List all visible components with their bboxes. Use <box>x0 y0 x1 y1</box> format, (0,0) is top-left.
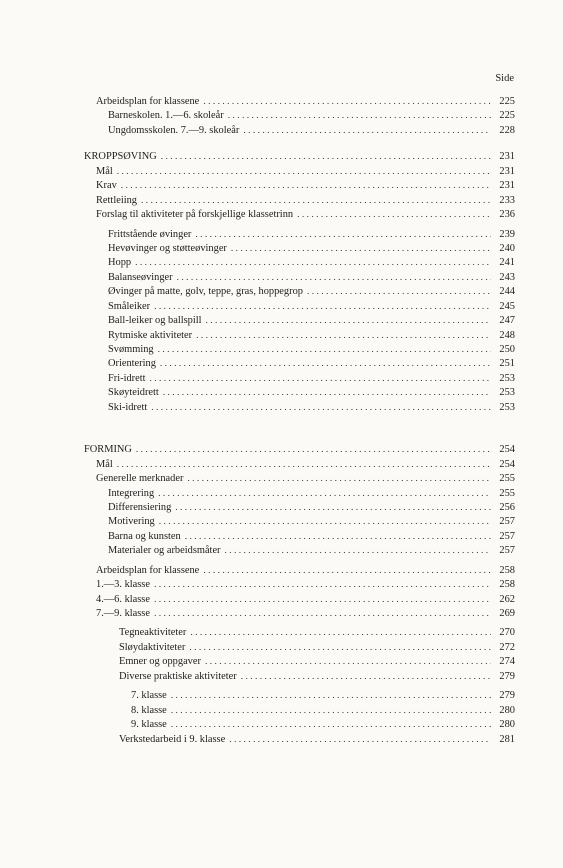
toc-entry-title: Ski-idrett <box>108 401 148 413</box>
toc-entry[interactable] <box>0 593 563 607</box>
dot-leader <box>136 443 491 457</box>
toc-entry-title: 9. klasse <box>131 719 167 731</box>
dot-leader <box>121 179 491 193</box>
dot-leader <box>225 544 491 558</box>
toc-page-number: 236 <box>499 209 515 221</box>
dot-leader <box>160 357 491 371</box>
toc-entry-title: Arbeidsplan for klassene <box>96 96 200 107</box>
toc-entry[interactable] <box>0 179 563 193</box>
toc-page-number: 247 <box>499 315 515 327</box>
toc-entry-title: 7. klasse <box>131 690 167 702</box>
dot-leader <box>206 314 492 328</box>
toc-entry-title: 4.—6. klasse <box>96 593 150 605</box>
toc-spacer <box>0 138 563 150</box>
toc-entry-title: Hevøvinger og støtteøvinger <box>108 242 227 254</box>
toc-entry-title: Mål <box>96 165 113 177</box>
toc-page-number: 250 <box>499 344 515 355</box>
toc-page-number: 231 <box>499 151 515 163</box>
toc-entry-title: Tegneaktiviteter <box>119 627 187 639</box>
toc-page-number: 253 <box>499 387 515 399</box>
dot-leader <box>158 343 491 357</box>
dot-leader <box>117 165 491 179</box>
toc-entry[interactable] <box>0 271 563 285</box>
dot-leader <box>177 271 491 285</box>
toc-page-number: 231 <box>499 180 515 192</box>
toc-entry-title: Skøyteidrett <box>108 387 159 399</box>
toc-entry-title: Frittstående øvinger <box>108 228 192 240</box>
toc-entry-title: Sløydaktiviteter <box>119 641 186 653</box>
dot-leader <box>154 300 491 314</box>
toc-entry[interactable] <box>0 165 563 179</box>
toc-entry-title: Rettleiing <box>96 194 137 206</box>
toc-entry[interactable] <box>0 704 563 718</box>
page-column-header: Side <box>495 73 514 84</box>
dot-leader <box>185 530 491 544</box>
toc-entry[interactable] <box>0 372 563 386</box>
toc-section-heading[interactable] <box>0 443 563 457</box>
toc-page-number: 239 <box>499 228 515 240</box>
toc-entry-title: Emner og oppgaver <box>119 656 201 668</box>
dot-leader <box>297 208 491 222</box>
toc-spacer <box>0 415 563 443</box>
dot-leader <box>175 501 491 515</box>
toc-page-number: 255 <box>499 487 515 499</box>
dot-leader <box>117 458 491 472</box>
toc-entry-title: Svømming <box>108 344 154 355</box>
dot-leader <box>159 515 491 529</box>
table-of-contents <box>0 95 563 747</box>
dot-leader <box>154 593 491 607</box>
toc-entry[interactable] <box>0 501 563 515</box>
toc-entry-title: Småleiker <box>108 300 151 312</box>
toc-page-number: 281 <box>499 733 515 745</box>
toc-page-number: 257 <box>499 530 515 542</box>
toc-entry[interactable] <box>0 733 563 747</box>
toc-entry[interactable] <box>0 357 563 371</box>
dot-leader <box>187 472 491 486</box>
toc-entry-title: Mål <box>96 458 113 470</box>
toc-entry[interactable] <box>0 655 563 669</box>
dot-leader <box>163 386 491 400</box>
toc-page-number: 233 <box>499 194 515 206</box>
toc-entry[interactable] <box>0 124 563 138</box>
toc-entry[interactable] <box>0 208 563 222</box>
toc-entry[interactable] <box>0 95 563 109</box>
dot-leader <box>203 564 491 578</box>
toc-entry[interactable] <box>0 242 563 256</box>
dot-leader <box>141 194 491 208</box>
toc-page-number: 240 <box>499 242 515 254</box>
dot-leader <box>196 329 491 343</box>
toc-entry[interactable] <box>0 607 563 621</box>
dot-leader <box>243 124 491 138</box>
toc-entry[interactable] <box>0 670 563 684</box>
dot-leader <box>228 109 491 123</box>
toc-page-number: 225 <box>499 110 515 122</box>
toc-entry-title: KROPPSØVING <box>84 151 157 163</box>
toc-section-heading[interactable] <box>0 150 563 164</box>
toc-page-number: 258 <box>499 579 515 591</box>
dot-leader <box>229 733 491 747</box>
toc-entry-title: Arbeidsplan for klassene <box>96 564 200 576</box>
toc-page-number: 257 <box>499 545 515 557</box>
toc-entry-title: Forslag til aktiviteter på forskjellige klassetrinn <box>96 209 294 221</box>
toc-page-number: 231 <box>499 165 515 177</box>
toc-page-number: 254 <box>499 458 515 470</box>
toc-page-number: 255 <box>499 473 515 485</box>
toc-entry[interactable] <box>0 530 563 544</box>
toc-page-number: 274 <box>499 656 515 668</box>
dot-leader <box>195 228 491 242</box>
toc-entry-title: Integrering <box>108 487 155 499</box>
toc-entry[interactable] <box>0 386 563 400</box>
toc-entry[interactable] <box>0 194 563 208</box>
toc-entry[interactable] <box>0 401 563 415</box>
dot-leader <box>241 670 491 684</box>
toc-entry-title: Rytmiske aktiviteter <box>108 329 193 341</box>
toc-entry-title: Fri-idrett <box>108 372 146 384</box>
toc-entry-title: Orientering <box>108 358 156 370</box>
toc-entry[interactable] <box>0 564 563 578</box>
toc-entry-title: Generelle merknader <box>96 473 184 485</box>
toc-page-number: 262 <box>499 593 515 605</box>
toc-page-number: 272 <box>499 641 515 653</box>
toc-page-number: 269 <box>499 608 515 619</box>
toc-entry[interactable] <box>0 256 563 270</box>
toc-entry[interactable] <box>0 314 563 328</box>
toc-entry-title: Krav <box>96 180 117 192</box>
dot-leader <box>154 607 491 621</box>
toc-entry-title: 1.—3. klasse <box>96 579 150 591</box>
toc-entry-title: Materialer og arbeidsmåter <box>108 545 221 557</box>
toc-page-number: 279 <box>499 690 515 702</box>
toc-page-number: 244 <box>499 286 515 298</box>
toc-entry[interactable] <box>0 626 563 640</box>
toc-entry-title: Diverse praktiske aktiviteter <box>119 670 237 682</box>
dot-leader <box>189 641 491 655</box>
dot-leader <box>151 401 491 415</box>
dot-leader <box>135 256 491 270</box>
dot-leader <box>171 718 491 732</box>
toc-page-number: 254 <box>499 444 515 456</box>
toc-entry-title: Ungdomsskolen. 7.—9. skoleår <box>108 124 240 136</box>
toc-entry[interactable] <box>0 472 563 486</box>
toc-page-number: 228 <box>499 124 515 136</box>
toc-page-number: 248 <box>499 329 515 341</box>
toc-entry-title: 7.—9. klasse <box>96 608 150 619</box>
toc-entry-title: Barna og kunsten <box>108 530 181 542</box>
toc-page-number: 241 <box>499 257 515 269</box>
dot-leader <box>190 626 491 640</box>
toc-entry[interactable] <box>0 300 563 314</box>
dot-leader <box>161 150 491 164</box>
toc-entry-title: FORMING <box>84 444 132 456</box>
dot-leader <box>205 655 491 669</box>
toc-page-number: 251 <box>499 358 515 370</box>
toc-entry[interactable] <box>0 228 563 242</box>
toc-entry-title: Motivering <box>108 516 155 528</box>
toc-entry-title: 8. klasse <box>131 704 167 716</box>
toc-entry-title: Øvinger på matte, golv, teppe, gras, hoppegrop <box>108 286 303 298</box>
toc-entry[interactable] <box>0 458 563 472</box>
toc-page-number: 257 <box>499 516 515 528</box>
dot-leader <box>231 242 491 256</box>
dot-leader <box>307 285 491 299</box>
toc-page-number: 280 <box>499 704 515 716</box>
toc-entry[interactable] <box>0 285 563 299</box>
toc-entry[interactable] <box>0 109 563 123</box>
toc-entry-title: Ball-leiker og ballspill <box>108 315 202 327</box>
toc-entry-title: Balanseøvinger <box>108 271 173 283</box>
toc-page-number: 280 <box>499 719 515 731</box>
dot-leader <box>171 689 491 703</box>
toc-entry[interactable] <box>0 689 563 703</box>
toc-entry[interactable] <box>0 641 563 655</box>
toc-page-number: 225 <box>499 96 515 107</box>
dot-leader <box>203 95 491 109</box>
toc-page-number: 253 <box>499 372 515 384</box>
toc-entry[interactable] <box>0 487 563 501</box>
dot-leader <box>158 487 491 501</box>
toc-entry-title: Verkstedarbeid i 9. klasse <box>119 733 226 745</box>
toc-entry[interactable] <box>0 329 563 343</box>
dot-leader <box>171 704 491 718</box>
toc-entry-title: Barneskolen. 1.—6. skoleår <box>108 110 224 122</box>
toc-entry[interactable] <box>0 515 563 529</box>
toc-page-number: 243 <box>499 271 515 283</box>
toc-entry[interactable] <box>0 544 563 558</box>
toc-page-number: 256 <box>499 501 515 513</box>
toc-entry[interactable] <box>0 578 563 592</box>
toc-page-number: 253 <box>499 401 515 413</box>
toc-page-number: 258 <box>499 564 515 576</box>
dot-leader <box>154 578 491 592</box>
toc-page-number: 245 <box>499 300 515 312</box>
toc-entry[interactable] <box>0 718 563 732</box>
toc-entry-title: Differensiering <box>108 501 172 513</box>
dot-leader <box>150 372 491 386</box>
toc-entry[interactable] <box>0 343 563 357</box>
toc-entry-title: Hopp <box>108 257 132 269</box>
toc-page-number: 270 <box>499 627 515 639</box>
toc-page-number: 279 <box>499 670 515 682</box>
